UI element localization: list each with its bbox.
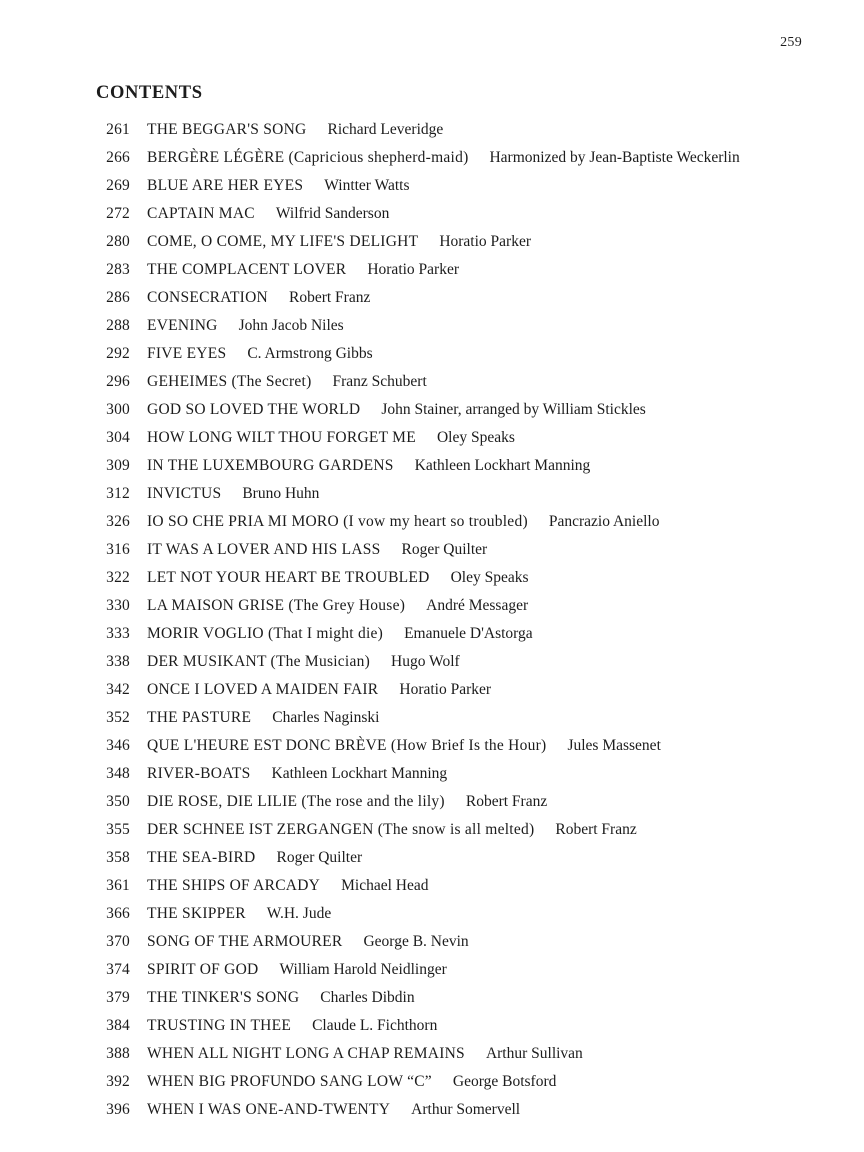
entry-page-number: 355	[106, 821, 130, 838]
entry-song-title: WHEN I WAS ONE-AND-TWENTY	[147, 1101, 391, 1118]
entry-composer: C. Armstrong Gibbs	[247, 345, 373, 362]
contents-entry	[104, 536, 834, 564]
entry-composer: Horatio Parker	[439, 233, 531, 250]
contents-entry	[104, 704, 834, 732]
entry-page-number: 326	[106, 513, 130, 530]
page-number: 259	[780, 35, 802, 50]
entry-composer: Michael Head	[341, 877, 429, 894]
entry-song-title: ONCE I LOVED A MAIDEN FAIR	[147, 681, 379, 698]
entry-composer: Hugo Wolf	[391, 653, 460, 670]
entry-song-title: DER SCHNEE IST ZERGANGEN (The snow is all melted)	[147, 821, 535, 838]
contents-entry	[104, 424, 834, 452]
entry-page-number: 266	[106, 149, 130, 166]
entry-page-number: 300	[106, 401, 130, 418]
entry-song-title: THE BEGGAR'S SONG	[147, 121, 307, 138]
entry-page-number: 346	[106, 737, 130, 754]
contents-entry	[104, 872, 834, 900]
contents-entry	[104, 592, 834, 620]
contents-entry	[104, 928, 834, 956]
entry-page-number: 312	[106, 485, 130, 502]
entry-song-title: LA MAISON GRISE (The Grey House)	[147, 597, 406, 614]
entry-song-title: EVENING	[147, 317, 218, 334]
entry-song-title: WHEN BIG PROFUNDO SANG LOW “C”	[147, 1073, 432, 1090]
entry-page-number: 272	[106, 205, 130, 222]
entry-page-number: 283	[106, 261, 130, 278]
entry-song-title: FIVE EYES	[147, 345, 227, 362]
entry-composer: Bruno Huhn	[242, 485, 320, 502]
entry-page-number: 396	[106, 1101, 130, 1118]
entry-page-number: 269	[106, 177, 130, 194]
entry-composer: Robert Franz	[555, 821, 637, 838]
entry-page-number: 361	[106, 877, 130, 894]
entry-song-title: GOD SO LOVED THE WORLD	[147, 401, 361, 418]
contents-entry	[104, 508, 834, 536]
contents-entry	[104, 564, 834, 592]
entry-song-title: THE SKIPPER	[147, 905, 246, 922]
contents-entry	[104, 256, 834, 284]
entry-page-number: 384	[106, 1017, 130, 1034]
entry-composer: Charles Dibdin	[320, 989, 415, 1006]
entry-page-number: 304	[106, 429, 130, 446]
entry-song-title: MORIR VOGLIO (That I might die)	[147, 625, 384, 642]
entry-song-title: INVICTUS	[147, 485, 222, 502]
entry-page-number: 366	[106, 905, 130, 922]
entry-page-number: 280	[106, 233, 130, 250]
contents-entry	[104, 1068, 834, 1096]
entry-page-number: 358	[106, 849, 130, 866]
entry-page-number: 392	[106, 1073, 130, 1090]
entry-page-number: 333	[106, 625, 130, 642]
contents-entry	[104, 452, 834, 480]
entry-composer: Robert Franz	[465, 793, 548, 810]
entry-page-number: 350	[106, 793, 130, 810]
entry-page-number: 338	[106, 653, 130, 670]
entry-page-number: 322	[106, 569, 130, 586]
entry-song-title: BLUE ARE HER EYES	[147, 177, 304, 194]
contents-entry	[104, 760, 834, 788]
entry-page-number: 296	[106, 373, 130, 390]
entry-song-title: TRUSTING IN THEE	[147, 1017, 292, 1034]
entry-song-title: THE SEA-BIRD	[147, 849, 256, 866]
entry-composer: Horatio Parker	[399, 681, 492, 698]
entry-composer: Jules Massenet	[567, 737, 661, 754]
contents-entry	[104, 116, 834, 144]
entry-page-number: 330	[106, 597, 130, 614]
entry-page-number: 348	[106, 765, 130, 782]
entry-composer: Horatio Parker	[367, 261, 460, 278]
contents-entry	[104, 1012, 834, 1040]
entry-composer: Kathleen Lockhart Manning	[414, 457, 591, 474]
entry-song-title: DIE ROSE, DIE LILIE (The rose and the lily)	[147, 793, 445, 810]
contents-list	[104, 116, 834, 1124]
entry-composer: John Stainer, arranged by William Stickles	[381, 401, 646, 418]
entry-song-title: THE COMPLACENT LOVER	[147, 261, 347, 278]
contents-entry	[104, 788, 834, 816]
entry-song-title: IO SO CHE PRIA MI MORO (I vow my heart so troubled)	[147, 513, 528, 530]
contents-entry	[104, 648, 834, 676]
entry-page-number: 379	[106, 989, 130, 1006]
entry-song-title: IN THE LUXEMBOURG GARDENS	[147, 457, 394, 474]
contents-entry	[104, 284, 834, 312]
contents-entry	[104, 312, 834, 340]
entry-song-title: BERGÈRE LÉGÈRE (Capricious shepherd-maid)	[147, 149, 469, 166]
contents-entry	[104, 620, 834, 648]
entry-song-title: IT WAS A LOVER AND HIS LASS	[147, 541, 381, 558]
contents-entry	[104, 200, 834, 228]
entry-composer: Oley Speaks	[450, 569, 529, 586]
entry-composer: André Messager	[426, 597, 529, 614]
contents-entry	[104, 732, 834, 760]
entry-page-number: 370	[106, 933, 130, 950]
entry-composer: Charles Naginski	[272, 709, 380, 726]
entry-composer: W.H. Jude	[266, 905, 332, 922]
entry-song-title: WHEN ALL NIGHT LONG A CHAP REMAINS	[147, 1045, 465, 1062]
entry-song-title: GEHEIMES (The Secret)	[147, 373, 312, 390]
entry-song-title: CAPTAIN MAC	[147, 205, 255, 222]
contents-entry	[104, 396, 834, 424]
entry-page-number: 261	[106, 121, 130, 138]
entry-song-title: HOW LONG WILT THOU FORGET ME	[147, 429, 416, 446]
contents-entry	[104, 340, 834, 368]
entry-composer: Oley Speaks	[436, 429, 515, 446]
contents-entry	[104, 676, 834, 704]
entry-page-number: 388	[106, 1045, 130, 1062]
contents-entry	[104, 984, 834, 1012]
entry-page-number: 374	[106, 961, 130, 978]
contents-entry	[104, 144, 834, 172]
contents-entry	[104, 816, 834, 844]
entry-composer: Emanuele D'Astorga	[404, 625, 533, 642]
entry-page-number: 288	[106, 317, 130, 334]
entry-composer: Wilfrid Sanderson	[275, 205, 390, 222]
entry-page-number: 342	[106, 681, 130, 698]
entry-page-number: 316	[106, 541, 130, 558]
entry-composer: Arthur Somervell	[411, 1101, 521, 1118]
entry-page-number: 352	[106, 709, 130, 726]
contents-entry	[104, 480, 834, 508]
entry-composer: Kathleen Lockhart Manning	[271, 765, 448, 782]
entry-composer: John Jacob Niles	[238, 317, 344, 334]
entry-composer: Claude L. Fichthorn	[312, 1017, 438, 1034]
entry-song-title: THE TINKER'S SONG	[147, 989, 300, 1006]
entry-song-title: THE PASTURE	[147, 709, 252, 726]
entry-song-title: SONG OF THE ARMOURER	[147, 933, 343, 950]
entry-composer: Arthur Sullivan	[485, 1045, 583, 1062]
entry-composer: Wintter Watts	[324, 177, 410, 194]
entry-composer: Robert Franz	[288, 289, 371, 306]
entry-composer: William Harold Neidlinger	[279, 961, 447, 978]
entry-composer: Richard Leveridge	[327, 121, 444, 138]
entry-composer: George Botsford	[452, 1073, 557, 1090]
contents-entry	[104, 1096, 834, 1124]
contents-entry	[104, 172, 834, 200]
entry-page-number: 292	[106, 345, 130, 362]
entry-song-title: RIVER-BOATS	[147, 765, 251, 782]
contents-entry	[104, 900, 834, 928]
contents-entry	[104, 844, 834, 872]
contents-entry	[104, 228, 834, 256]
entry-song-title: CONSECRATION	[147, 289, 268, 306]
entry-song-title: SPIRIT OF GOD	[147, 961, 259, 978]
entry-song-title: THE SHIPS OF ARCADY	[147, 877, 321, 894]
contents-heading: CONTENTS	[96, 83, 203, 103]
entry-song-title: LET NOT YOUR HEART BE TROUBLED	[147, 569, 430, 586]
entry-composer: Franz Schubert	[332, 373, 427, 390]
entry-page-number: 309	[106, 457, 130, 474]
entry-composer: Roger Quilter	[401, 541, 488, 558]
entry-song-title: DER MUSIKANT (The Musician)	[147, 653, 371, 670]
contents-entry	[104, 368, 834, 396]
contents-entry	[104, 956, 834, 984]
entry-page-number: 286	[106, 289, 130, 306]
contents-entry	[104, 1040, 834, 1068]
entry-song-title: QUE L'HEURE EST DONC BRÈVE (How Brief Is the Hour)	[147, 737, 547, 754]
entry-composer: Harmonized by Jean-Baptiste Weckerlin	[489, 149, 740, 166]
entry-composer: Pancrazio Aniello	[548, 513, 660, 530]
entry-composer: Roger Quilter	[276, 849, 363, 866]
entry-composer: George B. Nevin	[363, 933, 469, 950]
entry-song-title: COME, O COME, MY LIFE'S DELIGHT	[147, 233, 419, 250]
